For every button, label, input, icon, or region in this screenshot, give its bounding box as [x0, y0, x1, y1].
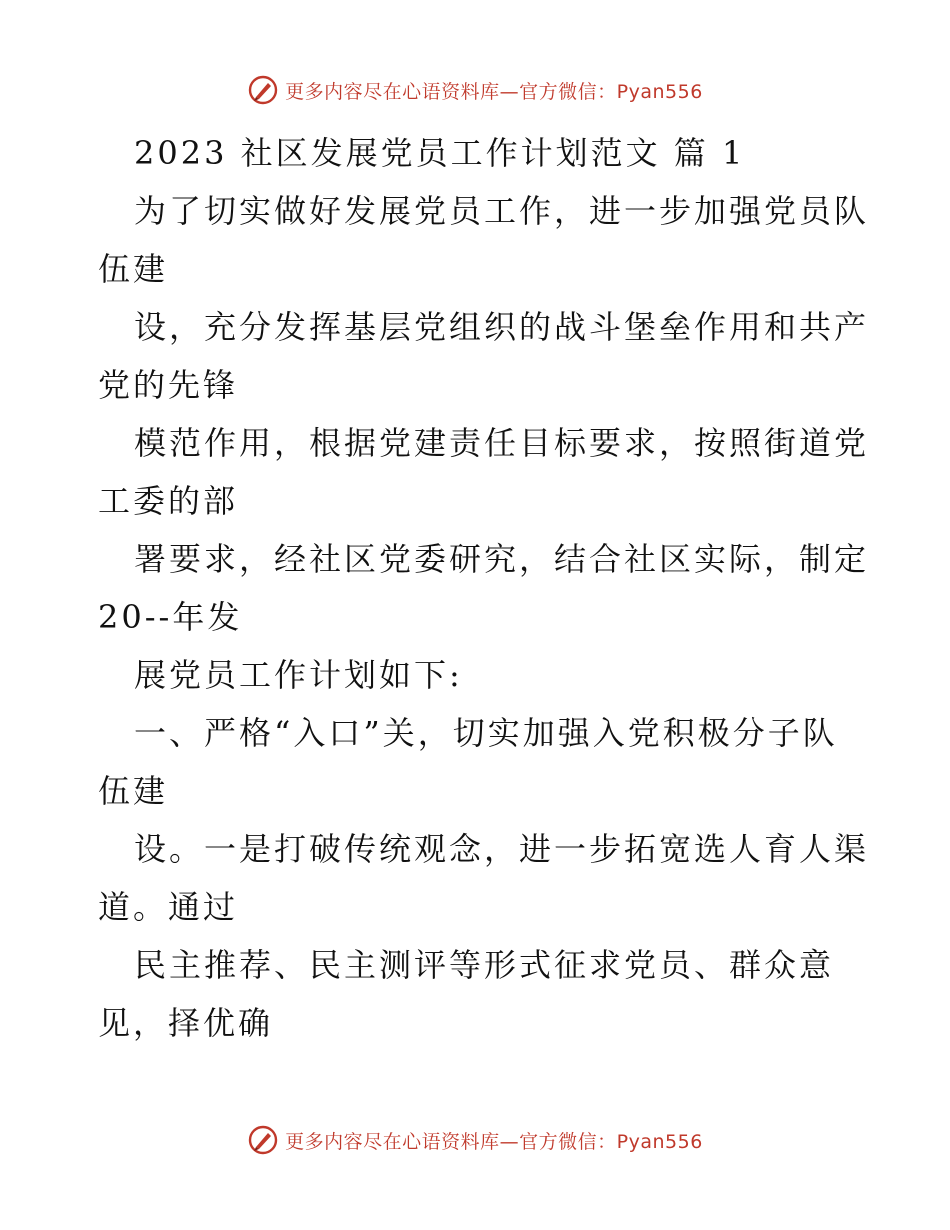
doc-line: 一、严格“入口”关，切实加强入党积极分子队 [134, 714, 838, 752]
pen-logo-icon [247, 1124, 279, 1156]
doc-line: 伍建 [98, 250, 169, 288]
doc-line: 工委的部 [98, 482, 239, 520]
doc-line: 署要求，经社区党委研究，结合社区实际，制定 [134, 540, 870, 578]
doc-line: 党的先锋 [98, 366, 239, 404]
doc-line: 展党员工作计划如下: [134, 656, 463, 694]
doc-line: 见，择优确 [98, 1004, 274, 1042]
doc-line: 道。通过 [98, 888, 239, 926]
pen-logo-icon [247, 74, 279, 106]
document-body [98, 124, 870, 1052]
doc-line: 伍建 [98, 772, 169, 810]
doc-line: 设。一是打破传统观念，进一步拓宽选人育人渠 [134, 830, 870, 868]
header-banner-text: 更多内容尽在心语资料库—官方微信：Pyan556 [285, 80, 703, 103]
doc-line: 民主推荐、民主测评等形式征求党员、群众意 [134, 946, 835, 984]
footer-banner-text: 更多内容尽在心语资料库—官方微信：Pyan556 [285, 1130, 703, 1153]
header-banner [0, 70, 950, 110]
doc-line: 20--年发 [98, 598, 243, 636]
doc-line: 为了切实做好发展党员工作，进一步加强党员队 [134, 192, 870, 230]
doc-title-line: 2023 社区发展党员工作计划范文 篇 1 [134, 134, 746, 172]
footer-banner [0, 1120, 950, 1160]
doc-line: 设，充分发挥基层党组织的战斗堡垒作用和共产 [134, 308, 870, 346]
doc-line: 模范作用，根据党建责任目标要求，按照街道党 [134, 424, 870, 462]
